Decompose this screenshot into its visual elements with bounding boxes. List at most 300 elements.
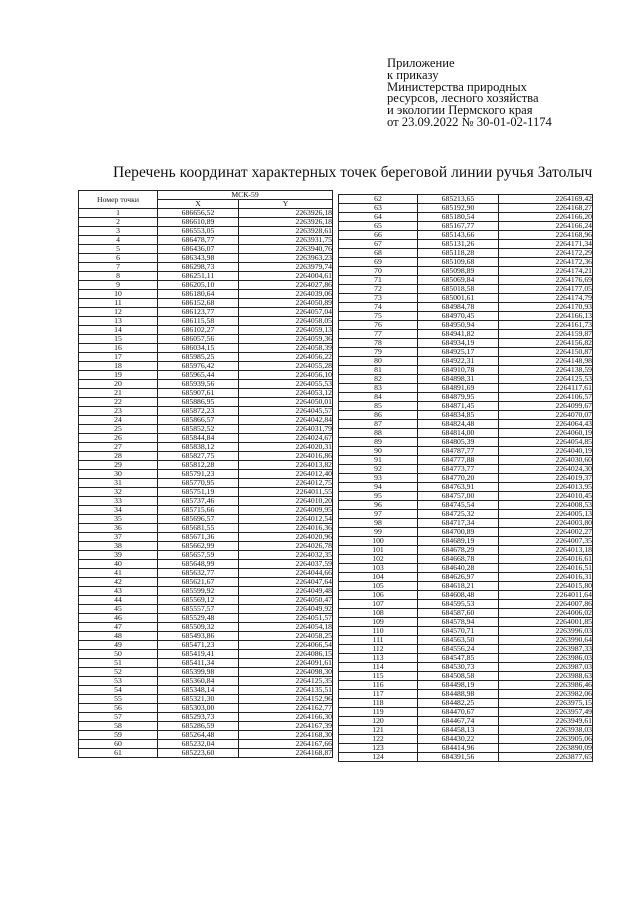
y-coordinate-cell: 2264050,47 [239,596,333,605]
y-coordinate-cell: 2264125,35 [239,677,333,686]
point-number-cell: 55 [79,695,158,704]
y-coordinate-cell: 2264058,05 [239,317,333,326]
table-row [339,375,593,384]
point-number-cell: 25 [79,425,158,434]
x-coordinate-cell: 684668,78 [418,555,499,564]
table-row [339,249,593,258]
point-number-cell: 121 [339,726,418,735]
point-number-cell: 95 [339,492,418,501]
y-coordinate-cell: 2264010,45 [499,492,593,501]
point-number-cell: 86 [339,411,418,420]
table-row [339,447,593,456]
appendix-line: Приложение [387,56,455,70]
y-coordinate-cell: 2264020,96 [239,533,333,542]
point-number-cell: 44 [79,596,158,605]
point-number-cell: 120 [339,717,418,726]
y-coordinate-cell: 2264011,64 [499,591,593,600]
point-number-cell: 57 [79,713,158,722]
y-coordinate-cell: 2264045,57 [239,407,333,416]
x-coordinate-cell: 684934,19 [418,339,499,348]
x-coordinate-cell: 684763,91 [418,483,499,492]
point-number-cell: 110 [339,627,418,636]
point-number-cell: 10 [79,290,158,299]
point-number-cell: 40 [79,560,158,569]
appendix-line: от 23.09.2022 № 30-01-02-1174 [387,114,552,129]
x-coordinate-cell: 684725,32 [418,510,499,519]
x-coordinate-cell: 686436,07 [158,245,239,254]
table-row [339,312,593,321]
point-number-cell: 32 [79,488,158,497]
x-coordinate-cell: 685976,42 [158,362,239,371]
table-row [79,668,333,677]
y-coordinate-cell: 2264016,31 [499,573,593,582]
y-coordinate-cell: 2263938,03 [499,726,593,735]
y-coordinate-cell: 2264125,53 [499,375,593,384]
x-coordinate-cell: 685696,57 [158,515,239,524]
table-row [339,591,593,600]
point-number-cell: 9 [79,281,158,290]
point-number-cell: 60 [79,740,158,749]
point-number-cell: 75 [339,312,418,321]
x-coordinate-cell: 685303,00 [158,704,239,713]
x-coordinate-cell: 685069,84 [418,276,499,285]
table-row [339,663,593,672]
point-number-cell: 17 [79,353,158,362]
x-coordinate-cell: 685866,57 [158,416,239,425]
table-row [79,560,333,569]
x-coordinate-cell: 686298,73 [158,263,239,272]
point-number-cell: 122 [339,735,418,744]
table-row [79,380,333,389]
y-coordinate-cell: 2264169,42 [499,195,593,204]
point-number-cell: 112 [339,645,418,654]
table-row [339,564,593,573]
point-number-cell: 114 [339,663,418,672]
x-coordinate-cell: 685321,30 [158,695,239,704]
y-coordinate-cell: 2264026,78 [239,542,333,551]
table-row [339,528,593,537]
point-number-cell: 69 [339,258,418,267]
y-coordinate-cell: 2264024,30 [499,465,593,474]
table-row [79,434,333,443]
table-row [79,650,333,659]
point-number-cell: 77 [339,330,418,339]
y-coordinate-cell: 2264007,35 [499,537,593,546]
x-coordinate-cell: 684458,13 [418,726,499,735]
x-coordinate-cell: 684814,00 [418,429,499,438]
table-row [79,470,333,479]
table-row [79,740,333,749]
y-coordinate-cell: 2264135,51 [239,686,333,695]
x-coordinate-cell: 685827,75 [158,452,239,461]
point-number-cell: 65 [339,222,418,231]
x-coordinate-cell: 686102,27 [158,326,239,335]
y-coordinate-cell: 2264058,39 [239,344,333,353]
table-row [79,218,333,227]
y-coordinate-cell: 2264171,34 [499,240,593,249]
x-coordinate-cell: 686034,15 [158,344,239,353]
y-coordinate-cell: 2264054,85 [499,438,593,447]
coordinates-table-left [78,190,333,758]
table-row [339,708,593,717]
x-coordinate-cell: 685192,90 [418,204,499,213]
table-row [339,393,593,402]
point-number-cell: 115 [339,672,418,681]
x-coordinate-cell: 684618,21 [418,582,499,591]
y-coordinate-cell: 2264032,35 [239,551,333,560]
table-row [339,240,593,249]
y-coordinate-cell: 2264148,98 [499,357,593,366]
table-row [79,452,333,461]
x-coordinate-cell: 684482,25 [418,699,499,708]
point-number-cell: 8 [79,272,158,281]
x-coordinate-cell: 685399,98 [158,668,239,677]
y-coordinate-cell: 2264005,13 [499,510,593,519]
y-coordinate-cell: 2264159,87 [499,330,593,339]
x-coordinate-cell: 685965,44 [158,371,239,380]
x-coordinate-cell: 684498,19 [418,681,499,690]
table-row [79,533,333,542]
x-coordinate-cell: 685791,23 [158,470,239,479]
y-coordinate-cell: 2263905,06 [499,735,593,744]
table-row [339,690,593,699]
x-coordinate-cell: 685264,48 [158,731,239,740]
y-coordinate-cell: 2264049,48 [239,587,333,596]
x-coordinate-cell: 685293,73 [158,713,239,722]
y-coordinate-cell: 2263949,61 [499,717,593,726]
y-coordinate-cell: 2264150,87 [499,348,593,357]
point-number-cell: 54 [79,686,158,695]
y-coordinate-cell: 2264049,92 [239,605,333,614]
appendix-line: к приказу [387,67,439,82]
appendix-line: и экологии Пермского края [387,103,533,118]
x-coordinate-cell: 684824,48 [418,420,499,429]
table-row [79,551,333,560]
point-number-cell: 81 [339,366,418,375]
y-coordinate-cell: 2264167,39 [239,722,333,731]
point-number-cell: 100 [339,537,418,546]
y-coordinate-cell: 2263979,74 [239,263,333,272]
y-coordinate-cell: 2264066,54 [239,641,333,650]
x-coordinate-cell: 685411,34 [158,659,239,668]
table-row [79,245,333,254]
y-coordinate-cell: 2263877,65 [499,753,593,762]
y-coordinate-cell: 2264001,85 [499,618,593,627]
x-coordinate-cell: 685529,48 [158,614,239,623]
table-row [339,744,593,753]
appendix-line: Министерства природных [387,79,527,94]
x-coordinate-cell: 685109,68 [418,258,499,267]
point-number-cell: 119 [339,708,418,717]
table-row [79,695,333,704]
x-coordinate-cell: 685985,25 [158,353,239,362]
y-coordinate-cell: 2264008,53 [499,501,593,510]
x-coordinate-cell: 685098,89 [418,267,499,276]
x-coordinate-cell: 685286,59 [158,722,239,731]
table-row [339,546,593,555]
table-row [79,344,333,353]
point-number-cell: 101 [339,546,418,555]
point-number-cell: 111 [339,636,418,645]
point-number-cell: 51 [79,659,158,668]
x-coordinate-cell: 684391,56 [418,753,499,762]
table-row [339,618,593,627]
x-coordinate-cell: 684700,89 [418,528,499,537]
point-number-cell: 124 [339,753,418,762]
point-number-cell: 22 [79,398,158,407]
y-coordinate-cell: 2263990,64 [499,636,593,645]
table-row [339,438,593,447]
x-coordinate-cell: 684563,50 [418,636,499,645]
y-coordinate-cell: 2263890,09 [499,744,593,753]
table-row [339,339,593,348]
table-row [339,366,593,375]
appendix-header [387,58,552,129]
y-coordinate-cell: 2264037,59 [239,560,333,569]
x-coordinate-cell: 686251,11 [158,272,239,281]
y-coordinate-cell: 2264168,27 [499,204,593,213]
point-number-cell: 109 [339,618,418,627]
y-coordinate-cell: 2264044,66 [239,569,333,578]
x-coordinate-cell: 685471,23 [158,641,239,650]
x-coordinate-cell: 684556,24 [418,645,499,654]
point-number-cell: 11 [79,299,158,308]
table-row [339,213,593,222]
x-coordinate-cell: 686123,77 [158,308,239,317]
point-number-cell: 67 [339,240,418,249]
y-coordinate-cell: 2264168,96 [499,231,593,240]
table-row [339,627,593,636]
y-coordinate-cell: 2264012,54 [239,515,333,524]
x-coordinate-cell: 684717,34 [418,519,499,528]
x-coordinate-cell: 686656,52 [158,209,239,218]
point-number-cell: 116 [339,681,418,690]
table-row [339,267,593,276]
x-coordinate-cell: 685143,66 [418,231,499,240]
y-coordinate-cell: 2264168,30 [239,731,333,740]
y-coordinate-cell: 2264106,57 [499,393,593,402]
y-coordinate-cell: 2263926,18 [239,209,333,218]
table-row [79,488,333,497]
table-row [339,456,593,465]
table-row [79,506,333,515]
y-coordinate-cell: 2264019,37 [499,474,593,483]
table-row [79,713,333,722]
x-coordinate-cell: 684941,82 [418,330,499,339]
y-coordinate-cell: 2264006,02 [499,609,593,618]
point-number-cell: 48 [79,632,158,641]
point-number-cell: 98 [339,519,418,528]
point-number-cell: 96 [339,501,418,510]
point-number-cell: 108 [339,609,418,618]
table-row [79,308,333,317]
point-number-cell: 20 [79,380,158,389]
y-coordinate-cell: 2263940,76 [239,245,333,254]
table-row [339,510,593,519]
x-coordinate-cell: 685419,41 [158,650,239,659]
table-row [79,236,333,245]
point-number-cell: 35 [79,515,158,524]
x-coordinate-cell: 684891,69 [418,384,499,393]
y-coordinate-cell: 2264166,24 [499,222,593,231]
point-number-cell: 76 [339,321,418,330]
point-number-cell: 33 [79,497,158,506]
y-coordinate-cell: 2264016,51 [499,564,593,573]
y-coordinate-cell: 2264058,25 [239,632,333,641]
x-coordinate-cell: 685751,19 [158,488,239,497]
point-number-cell: 28 [79,452,158,461]
point-number-cell: 50 [79,650,158,659]
x-coordinate-cell: 684879,95 [418,393,499,402]
table-row [339,672,593,681]
table-row [79,389,333,398]
y-coordinate-cell: 2263988,63 [499,672,593,681]
point-number-cell: 88 [339,429,418,438]
y-coordinate-cell: 2264055,53 [239,380,333,389]
y-coordinate-cell: 2264161,73 [499,321,593,330]
point-number-cell: 70 [339,267,418,276]
y-coordinate-cell: 2263986,03 [499,654,593,663]
y-coordinate-cell: 2264056,22 [239,353,333,362]
x-coordinate-cell: 684871,45 [418,402,499,411]
table-row [79,353,333,362]
y-coordinate-cell: 2264027,86 [239,281,333,290]
point-number-cell: 97 [339,510,418,519]
point-number-cell: 123 [339,744,418,753]
x-coordinate-cell: 684678,29 [418,546,499,555]
table-row [79,623,333,632]
table-row [79,317,333,326]
table-row [79,596,333,605]
table-row [79,677,333,686]
x-coordinate-cell: 685180,54 [418,213,499,222]
table-row [79,407,333,416]
y-coordinate-cell: 2264051,57 [239,614,333,623]
table-row [339,222,593,231]
table-row [339,465,593,474]
x-coordinate-cell: 685118,28 [418,249,499,258]
x-coordinate-cell: 684430,22 [418,735,499,744]
x-coordinate-cell: 686152,68 [158,299,239,308]
y-coordinate-cell: 2264020,31 [239,443,333,452]
x-coordinate-cell: 684689,19 [418,537,499,546]
table-row [339,420,593,429]
appendix-line: ресурсов, лесного хозяйства [387,91,539,106]
point-number-cell: 64 [339,213,418,222]
point-number-cell: 2 [79,218,158,227]
y-coordinate-cell: 2264050,89 [239,299,333,308]
table-row [79,209,333,218]
table-body-right [339,195,593,762]
point-number-cell: 62 [339,195,418,204]
point-number-cell: 66 [339,231,418,240]
x-coordinate-cell: 685715,66 [158,506,239,515]
x-coordinate-cell: 686478,77 [158,236,239,245]
y-coordinate-cell: 2264003,80 [499,519,593,528]
x-coordinate-cell: 685213,65 [418,195,499,204]
table-row [339,348,593,357]
table-row [339,258,593,267]
table-row [79,362,333,371]
y-coordinate-cell: 2263987,03 [499,663,593,672]
table-row [79,587,333,596]
x-coordinate-cell: 685872,23 [158,407,239,416]
y-coordinate-cell: 2264054,18 [239,623,333,632]
table-row [339,735,593,744]
point-number-cell: 18 [79,362,158,371]
point-number-cell: 36 [79,524,158,533]
point-number-cell: 7 [79,263,158,272]
y-coordinate-cell: 2264002,27 [499,528,593,537]
point-number-cell: 21 [79,389,158,398]
point-number-cell: 56 [79,704,158,713]
y-coordinate-cell: 2264047,64 [239,578,333,587]
point-number-cell: 105 [339,582,418,591]
point-number-cell: 27 [79,443,158,452]
y-coordinate-cell: 2264056,10 [239,371,333,380]
x-coordinate-cell: 685838,12 [158,443,239,452]
point-number-cell: 89 [339,438,418,447]
point-number-cell: 15 [79,335,158,344]
y-coordinate-cell: 2264010,20 [239,497,333,506]
y-coordinate-cell: 2264176,69 [499,276,593,285]
point-number-cell: 61 [79,749,158,758]
x-coordinate-cell: 684640,28 [418,564,499,573]
y-coordinate-cell: 2264091,61 [239,659,333,668]
point-number-cell: 68 [339,249,418,258]
point-number-cell: 4 [79,236,158,245]
table-row [339,492,593,501]
point-number-cell: 82 [339,375,418,384]
point-number-cell: 24 [79,416,158,425]
x-coordinate-cell: 684626,97 [418,573,499,582]
x-coordinate-cell: 684608,48 [418,591,499,600]
point-number-cell: 23 [79,407,158,416]
point-number-cell: 79 [339,348,418,357]
y-coordinate-cell: 2264016,61 [499,555,593,564]
header-x: X [158,200,239,209]
x-coordinate-cell: 685812,28 [158,461,239,470]
point-number-cell: 72 [339,285,418,294]
table-row [79,722,333,731]
y-coordinate-cell: 2264012,75 [239,479,333,488]
header-y: Y [239,200,333,209]
table-row [79,398,333,407]
y-coordinate-cell: 2264174,79 [499,294,593,303]
y-coordinate-cell: 2264086,15 [239,650,333,659]
y-coordinate-cell: 2264013,18 [499,546,593,555]
x-coordinate-cell: 686205,10 [158,281,239,290]
y-coordinate-cell: 2264162,77 [239,704,333,713]
table-row [339,357,593,366]
y-coordinate-cell: 2264050,01 [239,398,333,407]
x-coordinate-cell: 684805,39 [418,438,499,447]
point-number-cell: 74 [339,303,418,312]
x-coordinate-cell: 686057,56 [158,335,239,344]
table-row [339,303,593,312]
table-row [79,704,333,713]
y-coordinate-cell: 2264172,36 [499,258,593,267]
x-coordinate-cell: 685662,99 [158,542,239,551]
y-coordinate-cell: 2264039,06 [239,290,333,299]
point-number-cell: 45 [79,605,158,614]
point-number-cell: 29 [79,461,158,470]
y-coordinate-cell: 2263982,06 [499,690,593,699]
table-row [339,384,593,393]
table-row [79,605,333,614]
table-body-left [79,209,333,758]
point-number-cell: 107 [339,600,418,609]
